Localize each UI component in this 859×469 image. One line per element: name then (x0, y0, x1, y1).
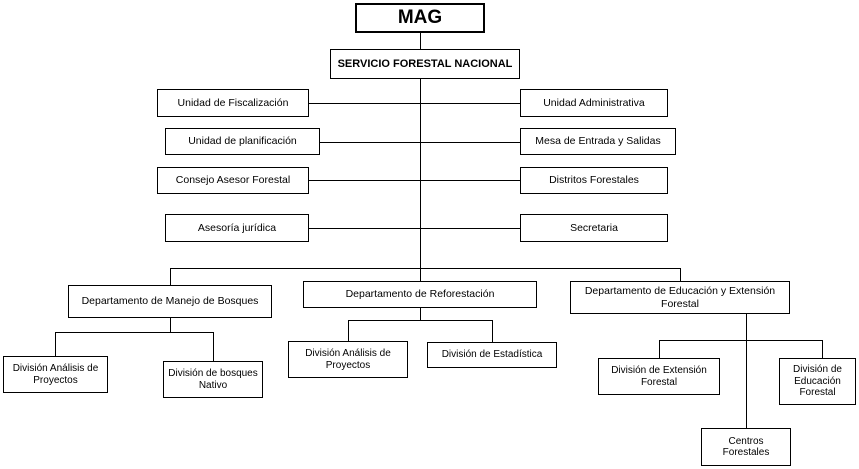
node-asesoria-juridica[interactable]: Asesoría jurídica (165, 214, 309, 242)
node-centros-forestales[interactable]: Centros Forestales (701, 428, 791, 466)
node-distritos-forestales[interactable]: Distritos Forestales (520, 167, 668, 194)
node-servicio-forestal-nacional[interactable]: SERVICIO FORESTAL NACIONAL (330, 49, 520, 79)
connector-bosques-stem (170, 318, 171, 332)
connector-unit-right-3 (420, 180, 520, 181)
connector-dept-drop-2 (420, 268, 421, 281)
connector-educacion-bus (659, 340, 822, 341)
connector-unit-right-2 (420, 142, 520, 143)
connector-reforestacion-bus (348, 320, 492, 321)
node-division-analisis-proyectos-reforestacion[interactable]: División Análisis de Proyectos (288, 341, 408, 378)
node-mesa-entrada-salidas[interactable]: Mesa de Entrada y Salidas (520, 128, 676, 155)
node-departamento-manejo-bosques[interactable]: Departamento de Manejo de Bosques (68, 285, 272, 318)
node-division-bosques-nativo[interactable]: División de bosques Nativo (163, 361, 263, 398)
node-division-extension-forestal[interactable]: División de Extensión Forestal (598, 358, 720, 395)
node-division-educacion-forestal[interactable]: División de Educación Forestal (779, 358, 856, 405)
connector-unit-left-1 (309, 103, 420, 104)
node-departamento-educacion-extension[interactable]: Departamento de Educación y Extensión Forestal (570, 281, 790, 314)
connector-spine-main (420, 79, 421, 268)
connector-educacion-stem (746, 314, 747, 340)
node-departamento-reforestacion[interactable]: Departamento de Reforestación (303, 281, 537, 308)
connector-unit-left-4 (309, 228, 420, 229)
connector-dept-drop-1 (170, 268, 171, 285)
connector-unit-left-2 (320, 142, 420, 143)
node-root-mag[interactable]: MAG (355, 3, 485, 33)
connector-bosques-drop-2 (213, 332, 214, 361)
connector-bosques-bus (55, 332, 213, 333)
connector-reforestacion-drop-2 (492, 320, 493, 342)
node-consejo-asesor-forestal[interactable]: Consejo Asesor Forestal (157, 167, 309, 194)
node-unidad-fiscalizacion[interactable]: Unidad de Fiscalización (157, 89, 309, 117)
connector-root-to-service (420, 33, 421, 49)
connector-reforestacion-stem (420, 308, 421, 320)
node-unidad-administrativa[interactable]: Unidad Administrativa (520, 89, 668, 117)
node-secretaria[interactable]: Secretaria (520, 214, 668, 242)
connector-dept-drop-3 (680, 268, 681, 281)
node-division-analisis-proyectos-bosques[interactable]: División Análisis de Proyectos (3, 356, 108, 393)
connector-unit-right-4 (420, 228, 520, 229)
connector-centros-stem (746, 340, 747, 428)
connector-unit-right-1 (420, 103, 520, 104)
node-division-estadistica[interactable]: División de Estadística (427, 342, 557, 368)
connector-unit-left-3 (309, 180, 420, 181)
connector-bosques-drop-1 (55, 332, 56, 356)
connector-educacion-drop-2 (822, 340, 823, 358)
connector-educacion-drop-1 (659, 340, 660, 358)
node-unidad-planificacion[interactable]: Unidad de planificación (165, 128, 320, 155)
connector-dept-bus (170, 268, 680, 269)
connector-reforestacion-drop-1 (348, 320, 349, 341)
